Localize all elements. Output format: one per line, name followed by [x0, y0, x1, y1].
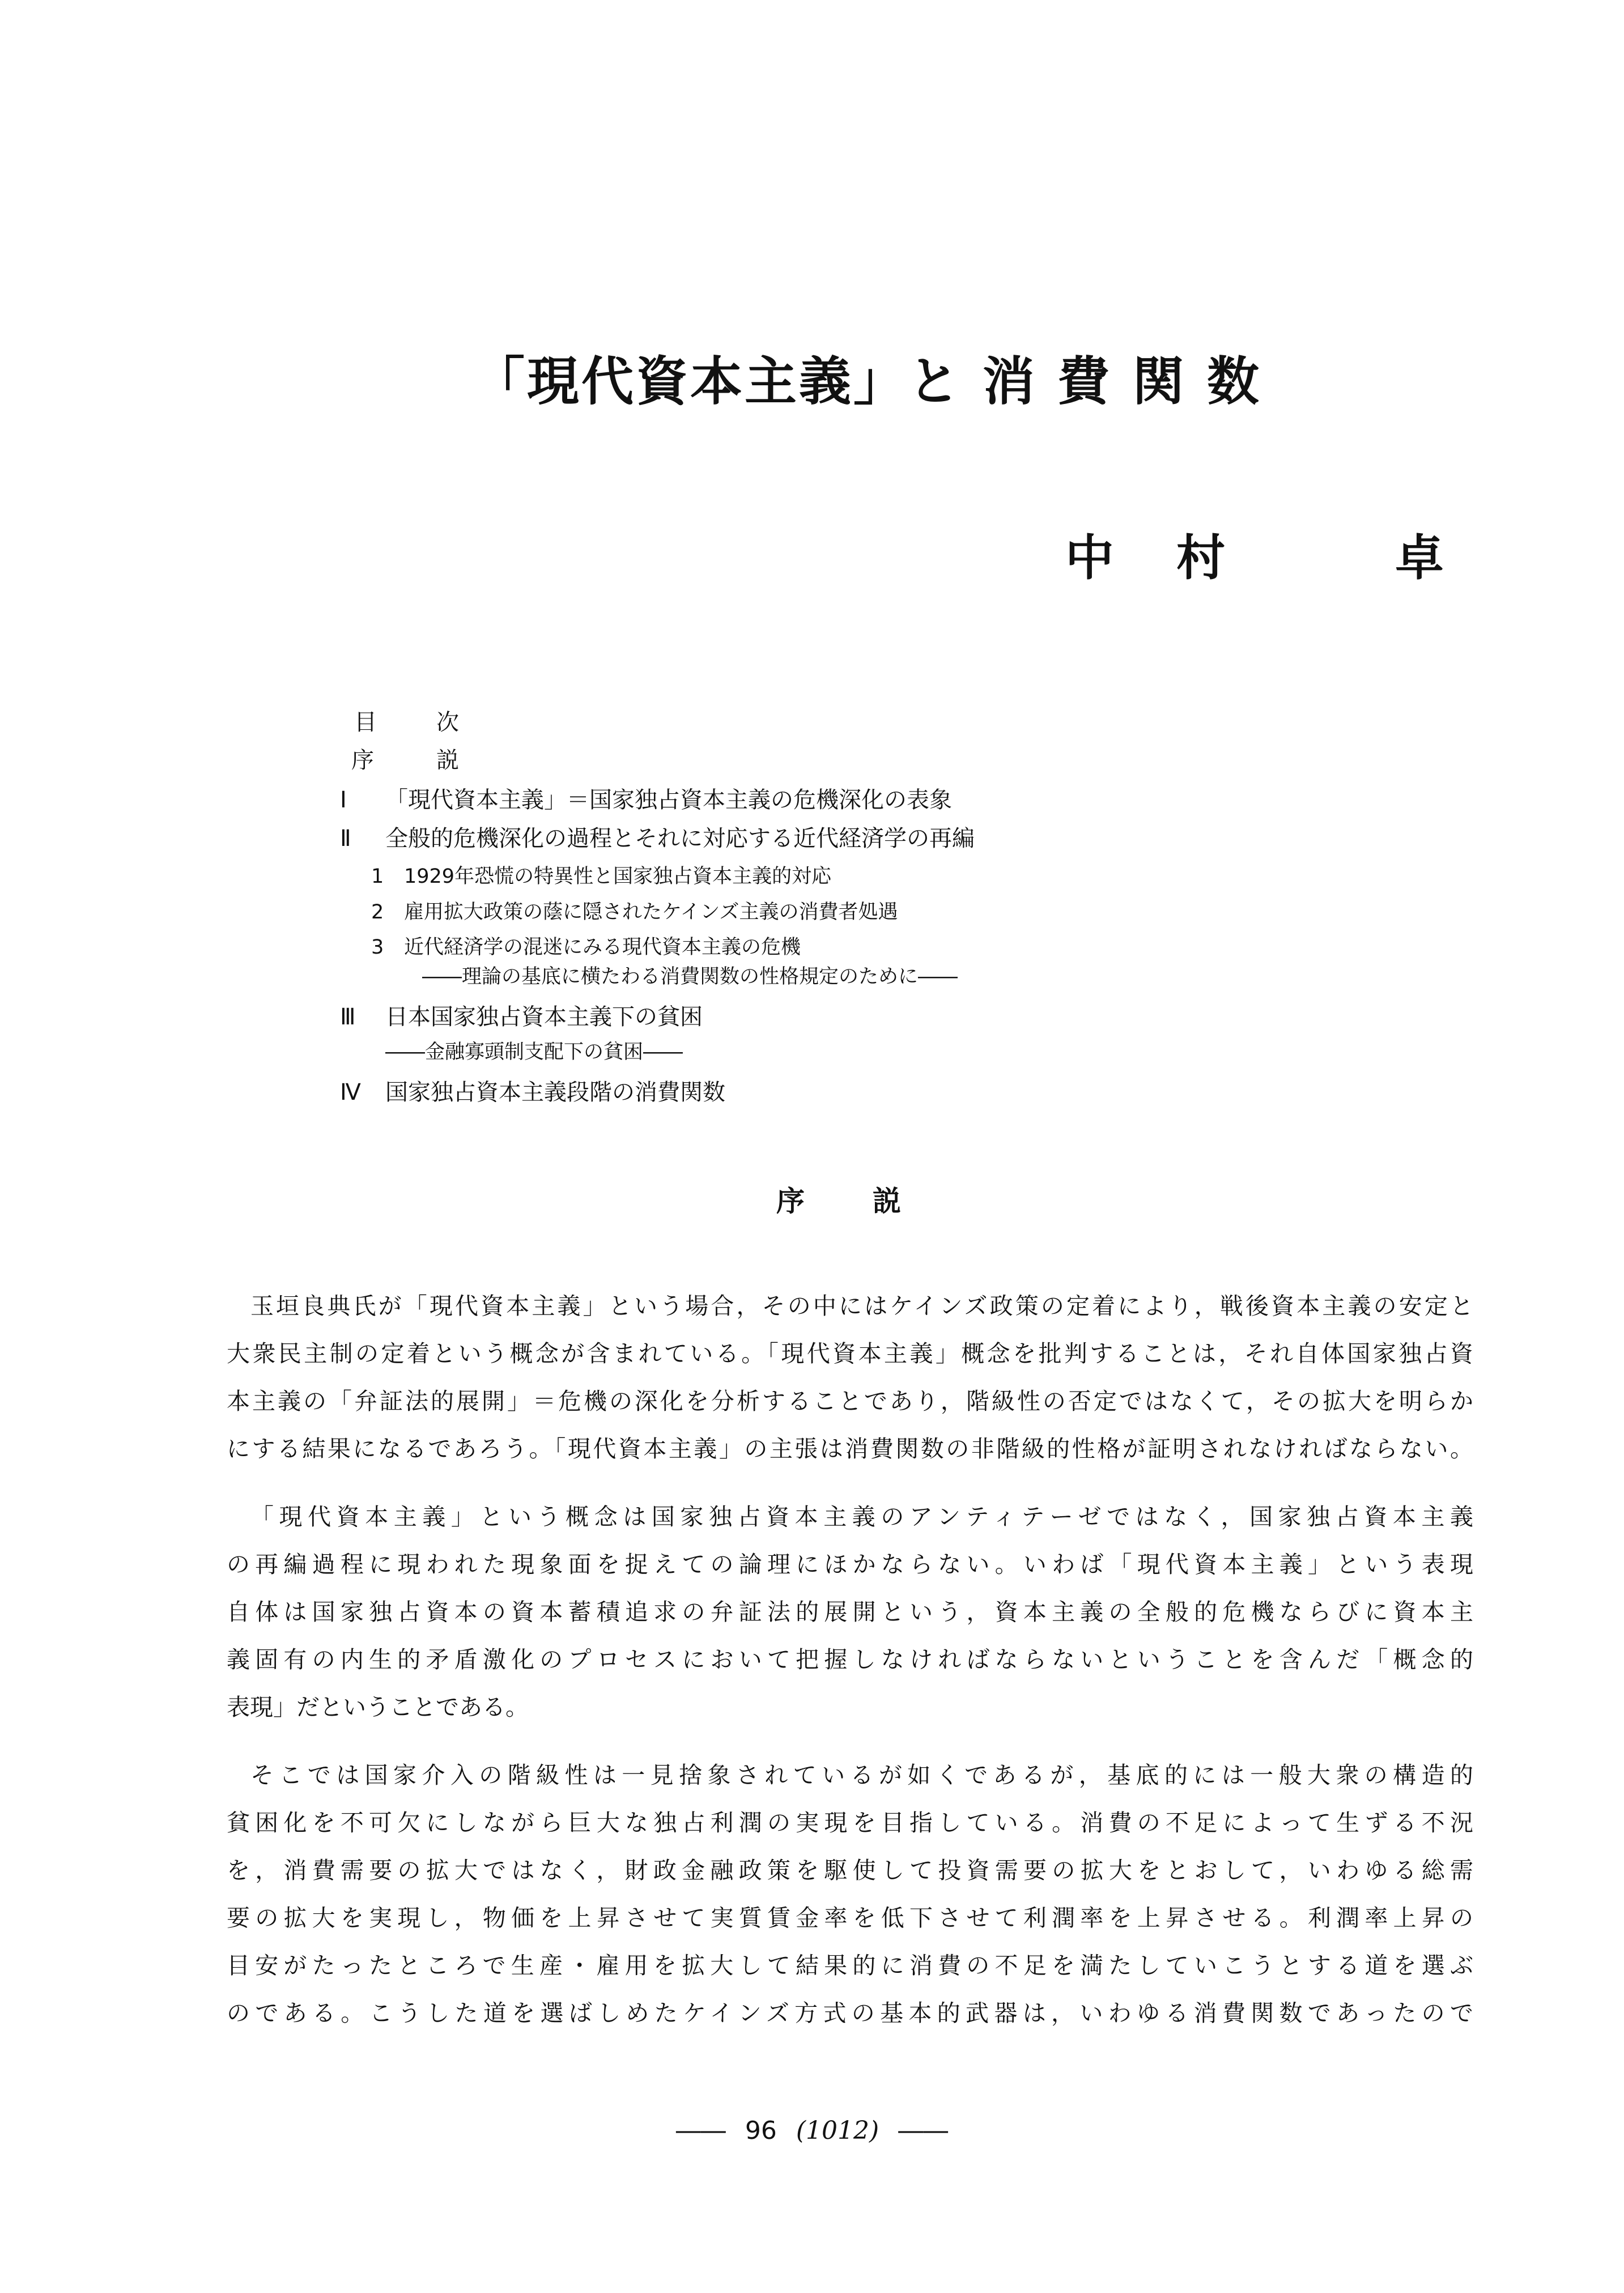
toc-subtitle: ――理論の基底に横たわる消費関数の性格規定のために―― — [422, 965, 958, 988]
text-line: 要の拡大を実現し，物価を上昇させて実質賃金率を低下させて利潤率を上昇させる。利潤率上昇の — [227, 1904, 1473, 1932]
text-line: 目安がたったところで生産・雇用を拡大して結果的に消費の不足を満たしていこうとする道を選ぶ — [227, 1952, 1473, 1979]
page-number: 96 — [745, 2116, 777, 2145]
text-line: 玉垣良典氏が「現代資本主義」という場合，その中にはケインズ政策の定着により，戦後資本主義の安定と — [250, 1292, 1473, 1320]
section-heading-char: 序 — [776, 1185, 805, 1218]
toc-subitem[interactable] — [371, 901, 898, 924]
text-line: を，消費需要の拡大ではなく，財政金融政策を駆使して投資需要の拡大をとおして，いわゆる総需 — [227, 1857, 1473, 1884]
toc-heading — [354, 711, 459, 734]
toc-text: 全般的危機深化の過程とそれに対応する近代経済学の再編 — [385, 826, 975, 852]
toc-text: 近代経済学の混迷にみる現代資本主義の危機 — [404, 936, 801, 959]
toc-item[interactable] — [340, 1079, 725, 1105]
toc-item[interactable] — [340, 1004, 703, 1030]
toc-number: 1 — [371, 865, 384, 888]
page-footer — [0, 2116, 1624, 2145]
toc-number: Ⅳ — [340, 1079, 361, 1105]
text-line: 「現代資本主義」という概念は国家独占資本主義のアンティテーゼではなく，国家独占資本主義 — [250, 1503, 1473, 1530]
toc-number: 2 — [371, 901, 384, 924]
body-text — [227, 1289, 1473, 2064]
section-heading-char: 説 — [873, 1185, 901, 1218]
toc-text: 「現代資本主義」＝国家独占資本主義の危機深化の表象 — [385, 787, 952, 813]
author-char: 卓 — [1395, 530, 1444, 586]
toc-subitem[interactable] — [371, 865, 832, 888]
footer-dash: ―― — [898, 2116, 949, 2145]
toc-heading-char: 次 — [436, 709, 459, 735]
text-line: 本主義の「弁証法的展開」＝危機の深化を分析することであり，階級性の否定ではなくて，その拡大を明らか — [227, 1388, 1473, 1415]
text-line: 義固有の内生的矛盾激化のプロセスにおいて把握しなければならないということを含んだ「概念的 — [227, 1646, 1473, 1673]
toc-number: Ⅲ — [340, 1004, 356, 1030]
author-char: 村 — [1176, 530, 1225, 586]
paragraph — [227, 1758, 1473, 2044]
toc-intro-char: 説 — [436, 747, 459, 773]
text-line: 自体は国家独占資本の資本蓄積追求の弁証法的展開という，資本主義の全般的危機ならびに資本主 — [227, 1598, 1473, 1626]
paragraph — [227, 1500, 1473, 1738]
toc-subtitle: ――金融寡頭制支配下の貧困―― — [385, 1041, 683, 1063]
author-name — [1065, 518, 1506, 589]
paper-title: 「現代資本主義」と 消 費 関 数 — [472, 351, 1262, 412]
section-heading — [776, 1179, 969, 1219]
original-page-number: (1012) — [796, 2116, 879, 2145]
footer-dash: ―― — [675, 2116, 726, 2145]
toc-intro — [351, 749, 459, 772]
toc-text: 1929年恐慌の特異性と国家独占資本主義的対応 — [404, 865, 832, 888]
text-line: 大衆民主制の定着という概念が含まれている。「現代資本主義」概念を批判することは，それ自体国家独占資 — [227, 1340, 1473, 1367]
toc-number: Ⅰ — [340, 787, 347, 813]
toc-text: 日本国家独占資本主義下の貧困 — [385, 1004, 703, 1030]
toc-number: 3 — [371, 936, 384, 959]
toc-intro-char: 序 — [351, 747, 374, 773]
text-line: のである。こうした道を選ばしめたケインズ方式の基本的武器は，いわゆる消費関数であったので — [227, 2000, 1473, 2027]
author-char: 中 — [1065, 530, 1114, 586]
text-line: そこでは国家介入の階級性は一見捨象されているが如くであるが，基底的には一般大衆の構造的 — [250, 1762, 1473, 1789]
toc-text: 国家独占資本主義段階の消費関数 — [385, 1079, 725, 1105]
text-line: 表現」だということである。 — [227, 1694, 529, 1721]
text-line: の再編過程に現われた現象面を捉えての論理にほかならない。いわば「現代資本主義」という表現 — [227, 1551, 1473, 1578]
text-line: 貧困化を不可欠にしながら巨大な独占利潤の実現を目指している。消費の不足によって生ずる不況 — [227, 1809, 1473, 1836]
toc-item[interactable] — [340, 787, 952, 813]
toc-subitem[interactable] — [371, 936, 801, 959]
toc-number: Ⅱ — [340, 826, 351, 852]
toc-heading-char: 目 — [354, 709, 377, 735]
text-line: にする結果になるであろう。「現代資本主義」の主張は消費関数の非階級的性格が証明されなければならない。 — [227, 1435, 1473, 1462]
toc-text: 雇用拡大政策の蔭に隠されたケインズ主義の消費者処遇 — [404, 901, 898, 924]
paragraph — [227, 1289, 1473, 1479]
toc-item[interactable] — [340, 826, 975, 852]
